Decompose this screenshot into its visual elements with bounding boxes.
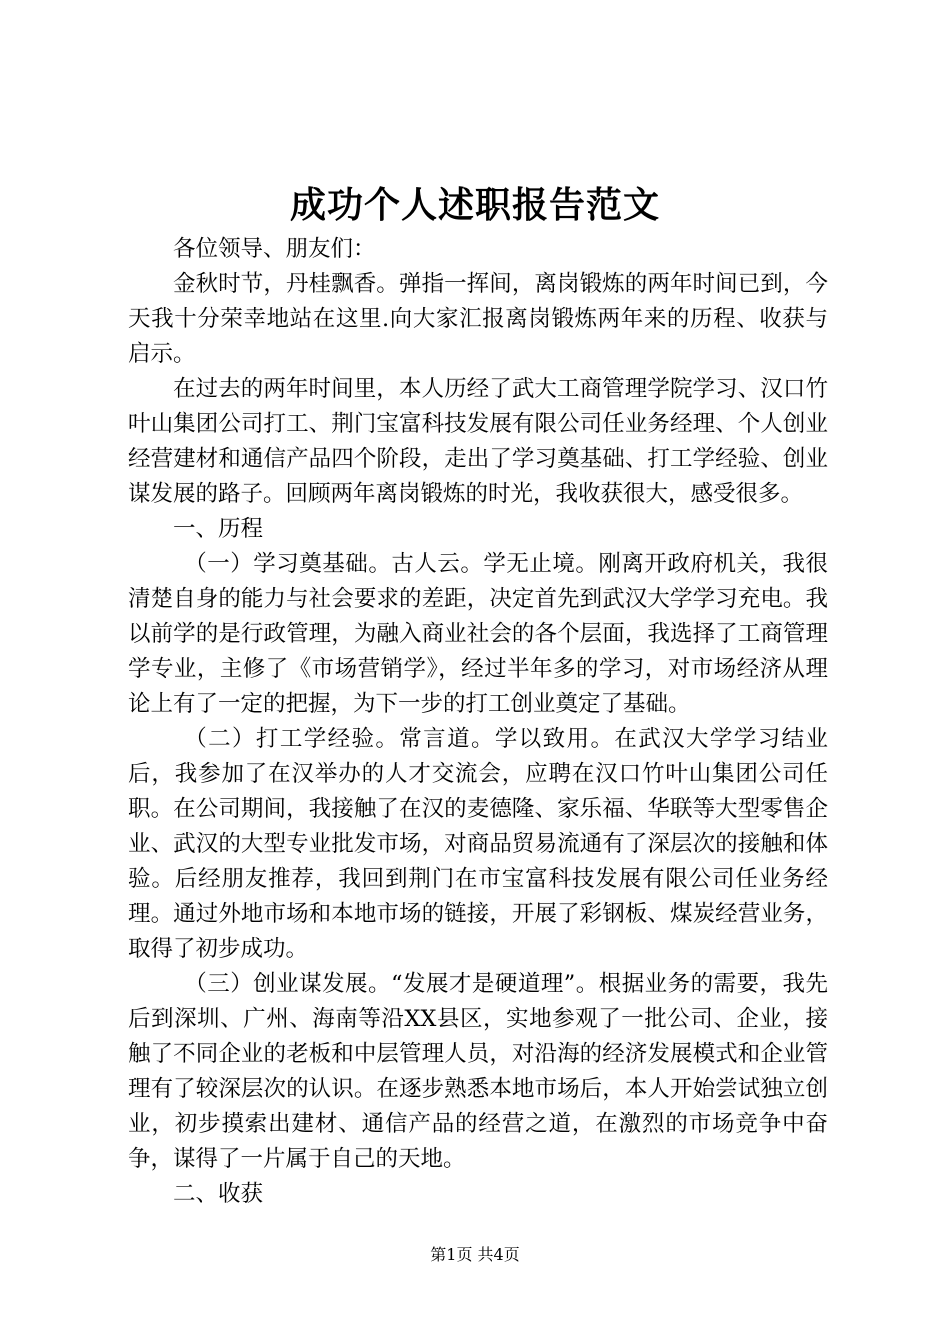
subsection-work-paragraph: （二）打工学经验。常言道。学以致用。在武汉大学学习结业后，我参加了在汉举办的人才交流会，应聘在汉口竹叶山集团公司任职。在公司期间，我接触了在汉的麦德隆、家乐福、华联等大型零售企业、武汉的大型专业批发市场，对商品贸易流通有了深层次的接触和体验。后经朋友推荐，我回到荆门在市宝富科技发展有限公司任业务经理。通过外地市场和本地市场的链接，开展了彩钢板、煤炭经营业务，取得了初步成功。 [128, 726, 828, 962]
section-heading-history: 一、历程 [173, 516, 264, 542]
subsection-startup-paragraph: （三）创业谋发展。“发展才是硬道理”。根据业务的需要，我先后到深圳、广州、海南等沿XX县区，实地参观了一批公司、企业，接触了不同企业的老板和中层管理人员，对沿海的经济发展模式和企业管理有了较深层次的认识。在逐步熟悉本地市场后，本人开始尝试独立创业，初步摸索出建材、通信产品的经营之道，在激烈的市场竞争中奋争，谋得了一片属于自己的天地。 [128, 971, 828, 1172]
document-title: 成功个人述职报告范文 [289, 184, 660, 226]
section-heading-gains: 二、收获 [173, 1181, 264, 1207]
page-number-footer: 第1页 共4页 [430, 1245, 520, 1264]
salutation: 各位领导、朋友们： [173, 236, 376, 262]
subsection-study-paragraph: （一）学习奠基础。古人云。学无止境。刚离开政府机关，我很清楚自身的能力与社会要求的差距，决定首先到武汉大学学习充电。我以前学的是行政管理，为融入商业社会的各个层面，我选择了工商管理学专业，主修了《市场营销学》，经过半年多的学习，对市场经济从理论上有了一定的把握，为下一步的打工创业奠定了基础。 [128, 551, 828, 717]
document-body [128, 232, 828, 1212]
intro-paragraph: 金秋时节，丹桂飘香。弹指一挥间，离岗锻炼的两年时间已到，今天我十分荣幸地站在这里.向大家汇报离岗锻炼两年来的历程、收获与启示。 [128, 271, 828, 367]
overview-paragraph: 在过去的两年时间里，本人历经了武大工商管理学院学习、汉口竹叶山集团公司打工、荆门宝富科技发展有限公司任业务经理、个人创业经营建材和通信产品四个阶段，走出了学习奠基础、打工学经验、创业谋发展的路子。回顾两年离岗锻炼的时光，我收获很大，感受很多。 [128, 376, 828, 507]
